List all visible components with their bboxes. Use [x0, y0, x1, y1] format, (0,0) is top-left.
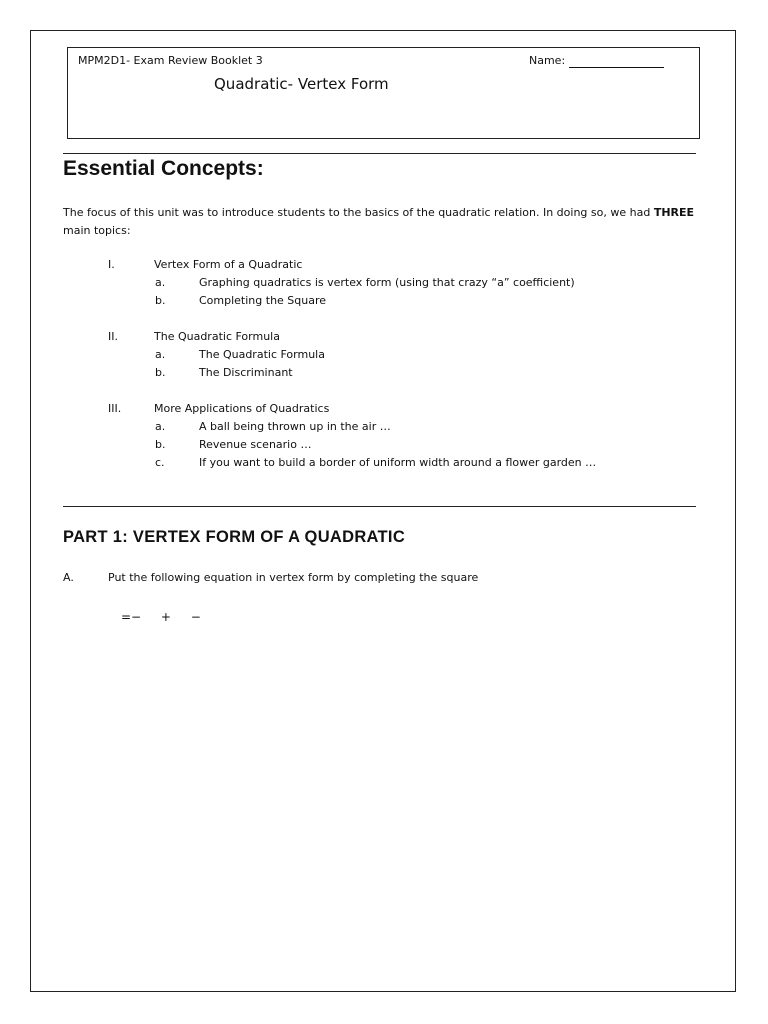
topic-3-item: Revenue scenario …	[199, 438, 312, 451]
name-blank-line	[569, 67, 664, 68]
question-text: Put the following equation in vertex form by completing the square	[108, 571, 479, 584]
part1-heading: PART 1: VERTEX FORM OF A QUADRATIC	[63, 528, 406, 546]
question-label: A.	[63, 571, 74, 584]
topic-title-2: The Quadratic Formula	[154, 330, 280, 343]
topic-numeral-2: II.	[108, 330, 118, 343]
intro-paragraph	[63, 204, 703, 240]
topic-2-item-letter: a.	[155, 348, 166, 361]
topic-numeral-1: I.	[108, 258, 115, 271]
topic-1-item-letter: b.	[155, 294, 166, 307]
topic-1-item: Completing the Square	[199, 294, 327, 307]
document-title: Quadratic- Vertex Form	[214, 75, 389, 93]
equation-symbols: =− + −	[121, 610, 201, 624]
topic-3-item-letter: a.	[155, 420, 166, 433]
topic-3-item: A ball being thrown up in the air …	[199, 420, 391, 433]
topic-title-3: More Applications of Quadratics	[154, 402, 330, 415]
name-label: Name:	[529, 54, 566, 67]
divider-middle	[63, 506, 696, 507]
topic-1-item: Graphing quadratics is vertex form (using that crazy “a” coefficient)	[199, 276, 575, 289]
intro-text-start: The focus of this unit was to introduce students to the basics of the quadratic relation. In doing so, we had	[63, 206, 654, 219]
topic-2-item: The Quadratic Formula	[199, 348, 325, 361]
topic-numeral-3: III.	[108, 402, 122, 415]
intro-emphasis: THREE	[653, 206, 695, 219]
topic-1-item-letter: a.	[155, 276, 166, 289]
essential-concepts-heading: Essential Concepts:	[63, 157, 264, 180]
topic-3-item: If you want to build a border of uniform width around a flower garden …	[199, 456, 597, 469]
topic-2-item-letter: b.	[155, 366, 166, 379]
intro-text-end: main topics:	[63, 224, 131, 237]
topic-2-item: The Discriminant	[199, 366, 293, 379]
topic-3-item-letter: b.	[155, 438, 166, 451]
topic-title-1: Vertex Form of a Quadratic	[154, 258, 303, 271]
divider-top	[63, 153, 696, 154]
topic-3-item-letter: c.	[155, 456, 165, 469]
course-code: MPM2D1- Exam Review Booklet 3	[78, 54, 263, 67]
